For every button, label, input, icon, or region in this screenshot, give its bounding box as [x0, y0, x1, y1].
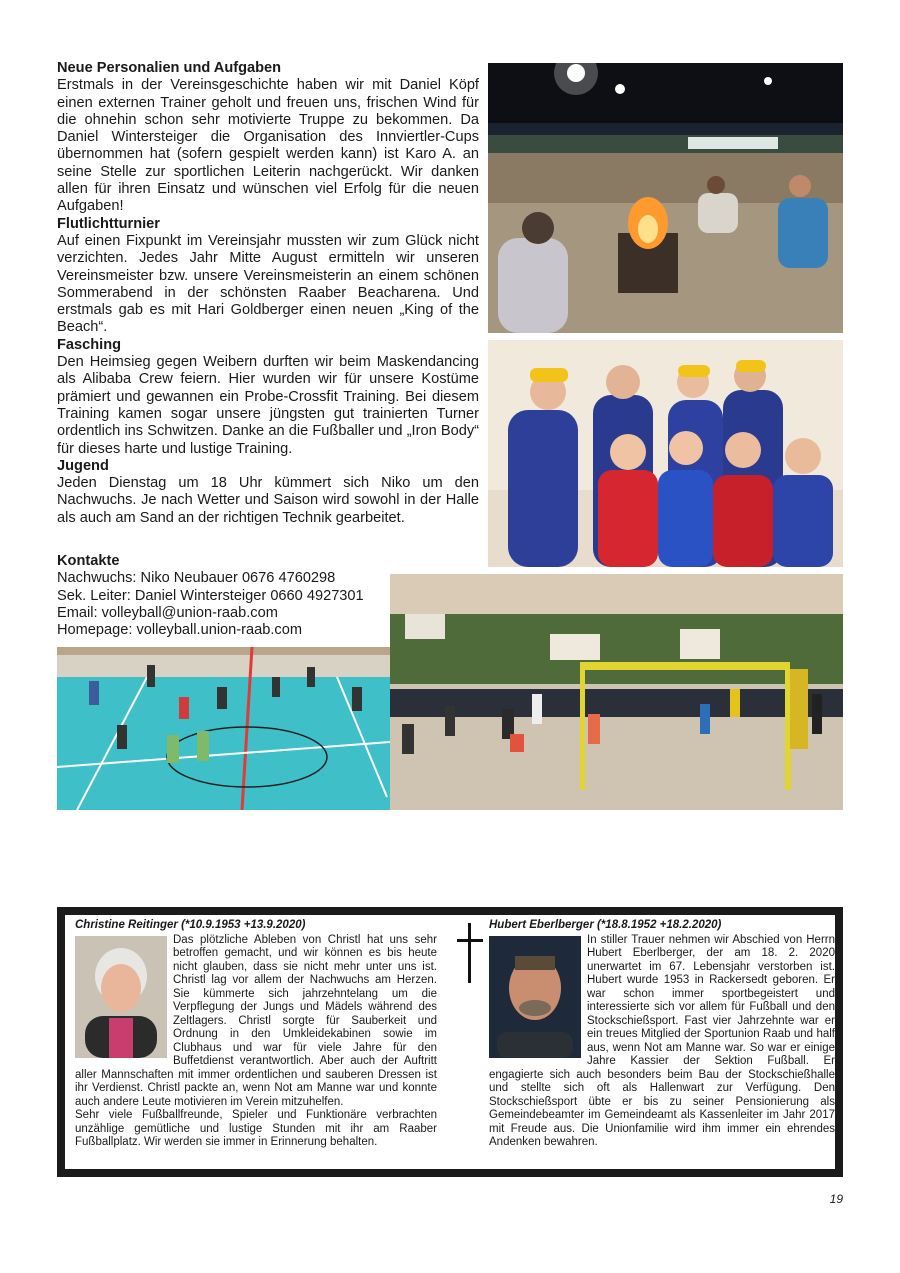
indoor-volleyball-photo	[57, 647, 390, 810]
cross-icon	[455, 923, 485, 983]
paragraph-personalien: Erstmals in der Vereinsgeschichte haben wir mit Daniel Köpf einen externen Trainer geholt und freuen uns, frischen Wind für die ohnehin schon sehr motivierte Truppe zu bekommen. Da Daniel Wintersteiger die Organisation des Innviertler-Cups übernommen hat (sofern gespielt werden kann) ist Karo A. an seine Stelle zur sportlichen Leiterin nachgerückt. Wir danken allen für ihren Einsatz und wünschen viel Erfolg für die neuen Aufgaben!	[57, 77, 479, 215]
heading-jugend: Jugend	[57, 457, 109, 474]
memorial-inner	[65, 915, 835, 1169]
memorial-box	[57, 907, 843, 1177]
contact-email[interactable]: Email: volleyball@union-raab.com	[57, 604, 278, 621]
obituary-christine	[75, 919, 437, 1150]
heading-kontakte: Kontakte	[57, 553, 120, 569]
paragraph-flutlicht: Auf einen Fixpunkt im Vereinsjahr mussten wir zum Glück nicht verzichten. Jedes Jahr Mitte August ermitteln wir unseren Vereinsmeister bzw. unsere Vereinsmeisterin an einem schönen Sommerabend in der schönsten Raaber Beacharena. Und erstmals gab es mit Hari Goldberger einen neuen „King of the Beach“.	[57, 232, 479, 336]
night-fire-photo	[488, 63, 843, 333]
portrait-hubert	[489, 936, 581, 1058]
obituary-text-christine: Das plötzliche Ableben von Christl hat uns sehr betroffen gemacht, und wir können es bis heute nicht glauben, dass sie nicht mehr unter uns ist. Christl lag vor allem der Nachwuchs am Herzen. Sie kümmerte sich jahrzehntelang um die Verpflegung der Jungs und Mädels während des Zeltlagers. Christl sorgte für Sauberkeit und Ordnung in den Umkleidekabinen sowie im Clubhaus und war für viele Jahre für den Buffetdienst verantwortlich. Aber auch der Auftritt aller Mannschaften mit immer ordentlichen und sauberen Dressen ist ihr Verdienst. Christl packte an, wenn Not am Manne war und konnte auch andere Leute motivieren im Verein mitzuhelfen.	[75, 933, 437, 1108]
contact-homepage[interactable]: Homepage: volleyball.union-raab.com	[57, 622, 302, 639]
paragraph-jugend: Jeden Dienstag um 18 Uhr kümmert sich Niko um den Nachwuchs. Je nach Wetter und Saison wird sowohl in der Halle als auch am Sand an der richtigen Technik gearbeitet.	[57, 475, 479, 526]
contacts-block	[57, 553, 387, 639]
beach-volleyball-photo	[390, 574, 843, 810]
page-number: 19	[829, 1192, 843, 1206]
obituary-title-hubert: Hubert Eberlberger (*18.8.1952 +18.2.2020)	[489, 919, 722, 931]
heading-flutlicht: Flutlichtturnier	[57, 215, 160, 232]
contact-nachwuchs: Nachwuchs: Niko Neubauer 0676 4760298	[57, 570, 336, 587]
portrait-christine	[75, 936, 167, 1058]
contact-sektionsleiter: Sek. Leiter: Daniel Wintersteiger 0660 4927301	[57, 587, 364, 604]
obituary-text2-christine: Sehr viele Fußballfreunde, Spieler und Funktionäre verbrachten unzählige gemütliche und lustige Stunden mit ihr am Raaber Fußballplatz. Wir werden sie immer in Erinnerung behalten.	[75, 1109, 437, 1148]
costume-group-photo	[488, 340, 843, 567]
obituary-text-hubert: In stiller Trauer nehmen wir Abschied von Herrn Hubert Eberlberger, der am 18. 2. 2020 unerwartet im 67. Lebensjahr verstorben ist. Hubert wurde 1953 in Rackersedt geboren. Er war schon immer sportbegeistert und interessierte sich vor allem für Fußball und den Stockschießsport. Fast vier Jahrzehnte war er ein treues Mitglied der Sportunion Raab und half aus, wenn Not am Manne war. So war er einige Jahre Kassier der Sektion Fußball. Er engagierte sich auch besonders beim Bau der Stockschießhalle und stellte sich oft als Hallenwart zur Verfügung. Den Stockschießsport übte er bis zu seiner Pensionierung als Gemeindebeamter im Gemeindeamt als Kassenleiter im Jahr 2017 mit Freude aus. Die Unionfamilie wird ihm immer ein ehrendes Andenken bewahren.	[489, 933, 835, 1148]
article-column	[57, 60, 479, 527]
obituary-title-christine: Christine Reitinger (*10.9.1953 +13.9.2020)	[75, 919, 306, 931]
heading-fasching: Fasching	[57, 336, 122, 353]
obituary-hubert	[489, 919, 835, 1150]
heading-personalien: Neue Personalien und Aufgaben	[57, 60, 282, 76]
paragraph-fasching: Den Heimsieg gegen Weibern durften wir beim Maskendancing als Alibaba Crew feiern. Hier wurden wir für unsere Kostüme prämiert und gewannen ein Probe-Crossfit Training. Bei diesem Training kamen sogar unsere jüngsten gut trainierten Turner ordentlich ins Schwitzen. Danke an die Fußballer und „Iron Body“ für dieses harte und lustige Training.	[57, 354, 479, 457]
